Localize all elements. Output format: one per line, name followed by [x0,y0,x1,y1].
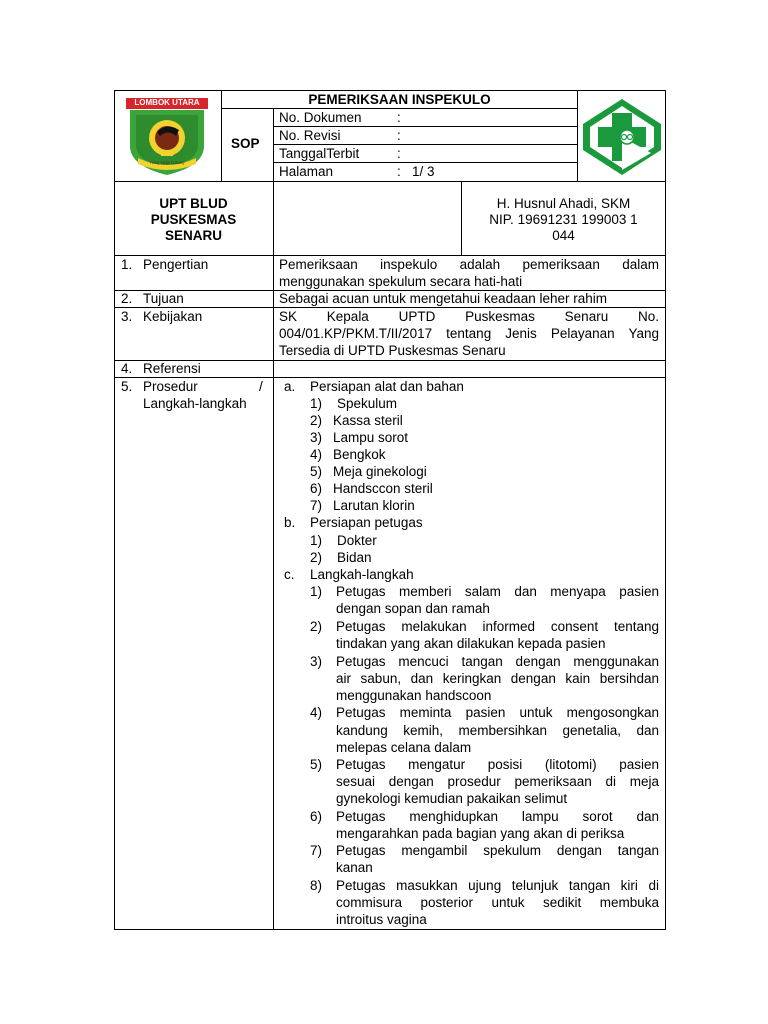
step-text-line: Petugas menghidupkan lampu sorot dan [336,809,659,824]
section-number: 5. [121,379,133,394]
step-number: 7) [310,843,323,858]
step-text-line: Petugas mengambil spekulum dengan tangan [336,843,659,858]
step-text-line: Petugas mengatur posisi (litotomi) pasien [336,757,659,772]
step-text-line: kandung kemih, membersihkan genetalia, dan [336,723,659,738]
step-text-line: commisura posterior untuk sedikit membuka [336,895,659,910]
meta-separator: : [397,110,401,125]
procedure-heading: Persiapan petugas [310,515,423,530]
procedure-marker: a. [284,379,296,394]
step-text-line: gynekologi kemudian pakaikan selimut [336,791,568,806]
section-text-line: Sebagai acuan untuk mengetahui keadaan leher rahim [279,291,607,306]
section-text-line: Pemeriksaan inspekulo adalah pemeriksaan dalam [279,257,659,272]
section-number: 1. [121,257,133,272]
meta-label: No. Revisi [279,128,341,143]
list-item-number: 7) [310,498,323,513]
meta-separator: : [397,164,401,179]
section-number: 4. [121,361,133,376]
section-label: Langkah-langkah [143,396,247,411]
section-label: Kebijakan [143,309,203,324]
section-number: 2. [121,291,133,306]
section-text-line: SK Kepala UPTD Puskesmas Senaru No. [279,309,659,324]
list-item: Dokter [337,533,377,548]
unit-name-line: UPT BLUD [159,196,228,211]
signer-nip-cont: 044 [552,228,575,243]
section-label: Referensi [143,361,201,376]
section-text-line: Tersedia di UPTD Puskesmas Senaru [279,343,506,358]
step-text-line: menggunakan handscoon [336,688,492,703]
meta-separator: : [397,128,401,143]
step-text-line: Petugas melakukan informed consent tentang [336,619,659,634]
list-item-number: 5) [310,464,323,479]
list-item-number: 3) [310,430,323,445]
list-item-number: 4) [310,447,323,462]
step-text-line: air sabun, dan keringkan dengan kain bersihdan [336,671,659,686]
list-item-number: 2) [310,413,323,428]
signer-nip: NIP. 19691231 199003 1 [489,212,638,227]
district-banner-text: LOMBOK UTARA [134,98,200,107]
procedure-marker: b. [284,515,296,530]
section-label: Pengertian [143,257,209,272]
step-text-line: melepas celana dalam [336,740,472,755]
lombok-utara-logo [124,96,210,176]
step-text-line: Petugas masukkan ujung telunjuk tangan kiri di [336,878,659,893]
step-number: 5) [310,757,323,772]
step-number: 6) [310,809,323,824]
list-item: Spekulum [337,396,398,411]
list-item: Lampu sorot [333,430,409,445]
meta-separator: : [397,146,401,161]
section-number: 3. [121,309,133,324]
step-text-line: tindakan yang akan dilakukan kepada pasien [336,636,606,651]
section-label: Prosedur [143,379,198,394]
step-text-line: sesuai dengan prosedur pemeriksaan di meja [336,774,659,789]
step-text-line: dengan sopan dan ramah [336,601,490,616]
procedure-marker: c. [284,567,295,582]
unit-name-line: SENARU [164,228,222,243]
step-number: 2) [310,619,323,634]
list-item: Handsccon steril [333,481,433,496]
district-motto-text: TIOQ TATA TUNAQ [149,160,185,165]
step-number: 3) [310,654,323,669]
meta-value: 1/ 3 [412,164,435,179]
step-number: 8) [310,878,323,893]
step-text-line: Petugas meminta pasien untuk mengosongkan [336,705,659,720]
list-item-number: 2) [310,550,323,565]
procedure-heading: Persiapan alat dan bahan [310,379,464,394]
step-text-line: Petugas memberi salam dan menyapa pasien [336,584,659,599]
step-number: 1) [310,584,323,599]
unit-name-line: PUSKESMAS [150,212,237,227]
list-item: Bengkok [333,447,386,462]
step-text-line: Petugas mencuci tangan dengan menggunakan [336,654,659,669]
list-item: Larutan klorin [333,498,415,513]
step-text-line: mengarahkan pada bagian yang akan di periksa [336,826,625,841]
puskesmas-logo [580,96,664,178]
meta-label: Halaman [279,164,334,179]
procedure-heading: Langkah-langkah [310,567,414,582]
list-item-number: 1) [310,396,323,411]
list-item: Meja ginekologi [333,464,427,479]
document-title: PEMERIKSAAN INSPEKULO [308,92,491,107]
list-item-number: 6) [310,481,323,496]
list-item: Bidan [337,550,372,565]
list-item: Kassa steril [333,413,403,428]
step-text-line: introitus vagina [336,912,427,927]
meta-label: TanggalTerbit [279,146,360,161]
meta-label: No. Dokumen [279,110,362,125]
list-item-number: 1) [310,533,323,548]
step-text-line: kanan [336,860,373,875]
section-label: Tujuan [143,291,184,306]
section-text-line: menggunakan spekulum secara hati-hati [279,274,523,289]
section-label-slash: / [259,379,263,394]
sop-label: SOP [231,136,260,151]
signer-name: H. Husnul Ahadi, SKM [496,196,631,211]
section-text-line: 004/01.KP/PKM.T/II/2017 tentang Jenis Pelayanan Yang [279,326,659,341]
step-number: 4) [310,705,323,720]
